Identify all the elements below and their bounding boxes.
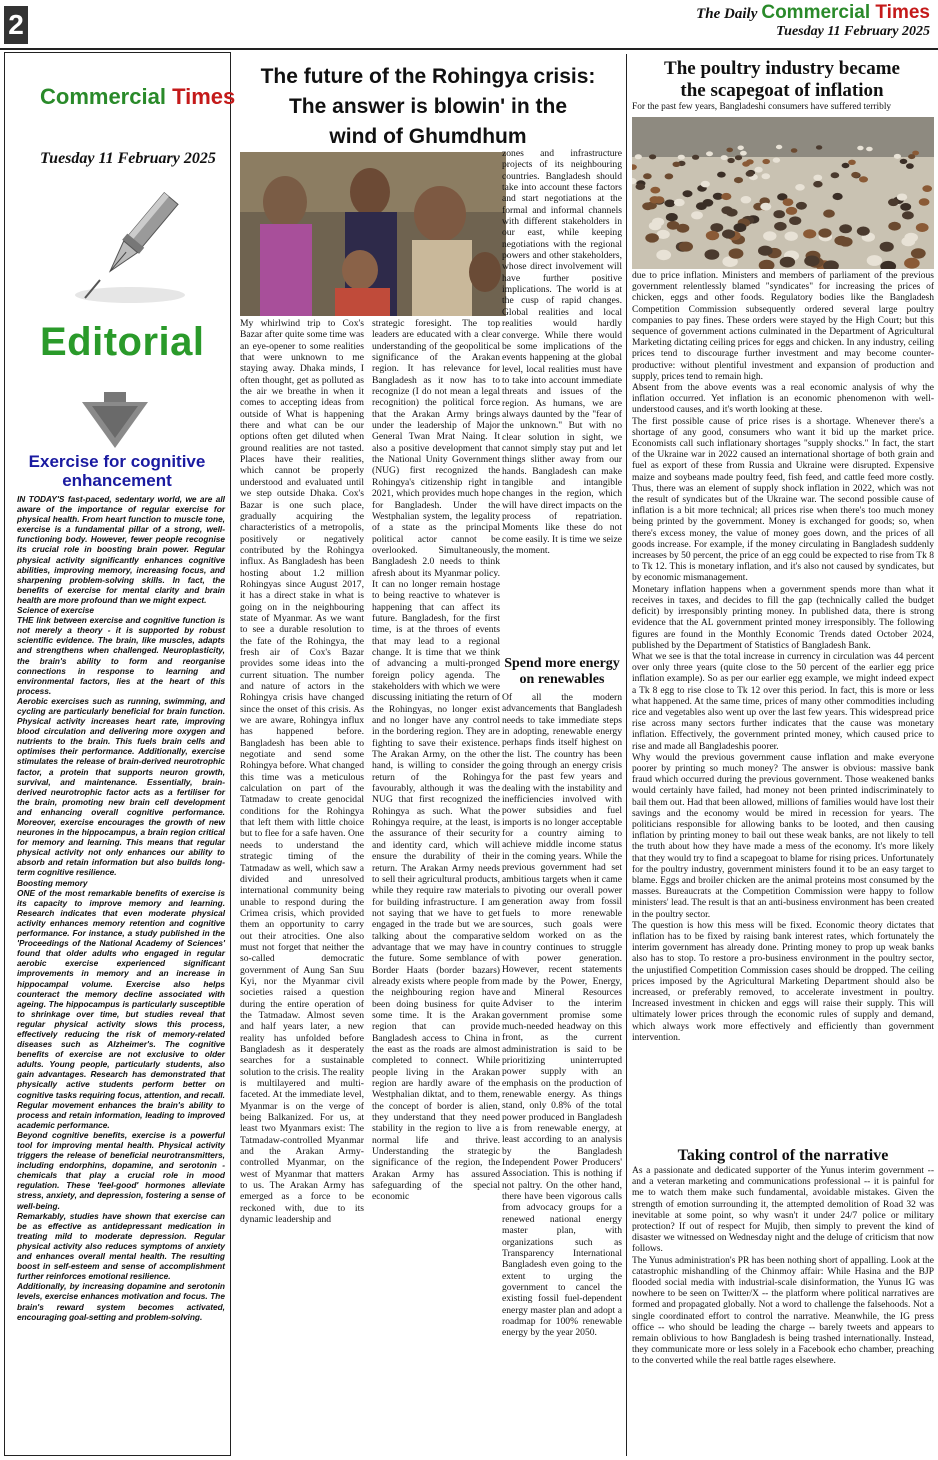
article-text: The question is how this mess will be fixed. Economic theory dictates that inflation has to be fixed by raising bank interest rates, which fortunately the interim government has already done. Printing money to prop up weak banks also has to stop. To restore a pro-business environment in the poultry sector, the unjustified Competition Commission cases should be dropped. The ceiling prices imposed by the Agricultural Marketing Department should also be increased, or preferably removed, to accelerate investment in poultry. Increased investment in chicken and eggs will raise their supply. This will ultimately lower prices through the economic rules of supply and demand, which always work more effectively and efficiently than government intervention. bbox=[632, 920, 934, 1043]
chicken-shape bbox=[741, 196, 752, 203]
chicken-shape bbox=[776, 145, 782, 149]
chicken-shape bbox=[813, 175, 822, 181]
chicken-shape bbox=[762, 173, 771, 179]
chicken-shape bbox=[857, 146, 863, 151]
rohingya-headline-line: The future of the Rohingya crisis: bbox=[260, 65, 596, 88]
article-text: strategic foresight. The top leaders are educated with a clear understanding of the geopolitical significance of the Arakan region. It has relevance for Bangladesh as it now has to recognize (I do not mean a legal recognition) the political force that the Arakan Army brings under the leadership of Major General Twan Mrat Naing. It also a positive development that the National Unity Government (NUG) first recognized the Rohingya's citizenship right in 2021, which provides much hope for Bangladesh. Under the Westphalian system, the legality of a state as the principal political actor cannot be overlooked. Simultaneously, Bangladesh 2.0 needs to think afresh about its Myanmar policy. It can no longer remain hostage to being reactive to whatever is happening that can affect its future. Bangladesh, for the first time, is at the throes of events that may lead to a regional change. It is time that we think of advancing a multi-pronged foreign policy agenda. The stakeholders with which we were discussing initiating the return of the Rohingyas, no longer exist and no longer have any control in the bordering region. They are fighting to save their existence. The Arakan Army, on the other hand, is willing to consider the return of the Rohingya favourably, although it was the NUG that first recognized the Rohingya as such. What the Rohingya require, at the least, is the assurance of their security and identity card, which will ensure the durability of their return. The Arakan Army needs to sell their agricultural products, while they require raw materials for building infrastructure. I am not saying that we have to get engaged in the trade but we are talking about the comparative advantage that we may have in the future. Some semblance of Border Haats (border bazars) already exists where people from the neighbouring region have been doing business for quite some time. It is the Arakan region that can provide Bangladesh access to China in the east as the roads are almost completed to connect. While people living in the Arakan region are hardly aware of the Westphalian diktat, and to them, the concept of border is alien, they understand that they need stability in the region to live a normal life and thrive. Understanding the strategic significance of the region, the Arakan Army has assured safeguarding of the special economic bbox=[372, 318, 500, 1203]
chicken-shape bbox=[904, 233, 918, 242]
chicken-shape bbox=[789, 216, 801, 225]
chicken-shape bbox=[652, 218, 664, 227]
poultry-headline-line: the scapegoat of inflation bbox=[680, 80, 884, 101]
page-number: 2 bbox=[4, 6, 28, 44]
rohingya-column-2 bbox=[372, 318, 500, 1203]
chicken-shape bbox=[919, 198, 930, 205]
chicken-shape bbox=[673, 162, 681, 167]
chicken-shape bbox=[656, 250, 671, 260]
chicken-shape bbox=[717, 172, 726, 178]
chicken-shape bbox=[674, 199, 685, 207]
editorial-paragraph: Remarkably, studies have shown that exercise can be as effective as antidepressant medication in treating mild to moderate depression. Regular physical activity also reduces symptoms of anxiety and enhances overall mental health. The resulting boost in self-esteem and sense of accomplishment further reinforces emotional resilience. bbox=[17, 1210, 225, 1282]
chicken-shape bbox=[880, 242, 894, 252]
article-text: The first possible cause of price rises is a shortage. Whenever there's a shortage of any good, consumers who want it bid up the market price. Economists call such inflationary shortages "supply shocks." In fact, the start of the Ukraine war in 2022 caused an international shortage of both grain and fuel as export of these from Russia and Ukraine were disrupted. Expensive maize and soybeans made poultry feed, fish feed, and cattle feed more costly. Thus, there was an element of supply shock inflation in 2022, which was not the result of syndicates but of the Ukraine war. The second possible cause of inflation is a bit more technical; all prices rise when there's too much money being printed by the government. Money is exchanged for goods; so, when there's excess money, the value of money goes down, and the prices of all goods increase. For example, if the money circulating in Bangladesh suddenly increases by 50 percent, the price of an egg could be expected to rise from Tk 8 to Tk 12. This is monetary inflation, and it's also not caused by syndicates, but by economic mismanagement. bbox=[632, 416, 934, 584]
editorial-subhead: Boosting memory bbox=[17, 877, 88, 888]
masthead-the-daily: The Daily bbox=[696, 6, 758, 22]
article-text: Absent from the above events was a real economic analysis of why the inflation occurred. Yet inflation is an economic phenomenon with well-understood causes, and it's worth looking at these. bbox=[632, 383, 934, 416]
chicken-shape bbox=[721, 193, 731, 200]
chicken-shape bbox=[734, 223, 747, 232]
chicken-shape bbox=[894, 154, 901, 159]
chicken-shape bbox=[666, 213, 678, 221]
chicken-shape bbox=[727, 158, 734, 163]
chicken-shape bbox=[710, 223, 723, 232]
article-text: My whirlwind trip to Cox's Bazar after quite some time was an eye-opener to some realities that were unknown to me staying away. Dhaka minds, I often thought, get as polluted as the air we breathe in when it comes to accepting ideas from outside of What is happening there and what can be our options often get diluted when ground realities are not tasted. Places have their realities, which cannot be properly understood and evaluated until we step outside Dhaka. Cox's Bazar is one such place, gradually acquiring the characteristics of a metropolis, positively or negatively contributed by the Rohingya influx. As Bangladesh has been hosting about 1.2 million Rohingyas since August 2017, it has a direct stake in what is going on in the neighbouring state of Myanmar. As we want to see a durable resolution to the fate of the Rohingya, the fresh air of Cox's Bazar provides some ideas into the current situation. The number and nature of actors in the Rohingya crisis have changed since the onset of this crisis. As we are aware, Rohingya influx has happened before. Bangladesh has been able to negotiate and send some Rohingya before. What changed this time was a meticulous calculation on part of the Tatmadaw to create genocidal conditions for the Rohingya that left them with little choice but to flee for a safe haven. One needs to understand the strategic timing of the Tatmadaw as well, which saw a divided and unresolved international community being unable to respond during the Crimea crisis, which provided them an opportunity to carry out their atrocities. One also must not forget that neither the so-called democratic government of Aung San Suu Kyi, nor the Myanmar civil societies raised a question during the entire operation of the Tatmadaw. Almost seven and half years later, a new reality has unfolded before Bangladesh as it desperately searches for a sustainable solution to the crisis. The reality is multilayered and multi-faceted. At the immediate level, Myanmar is on the verge of being Balkanized. For us, at least two Myanmars exist: The Tatmadaw-controlled Myanmar and the Arakan Army-controlled Myanmar, on the west of Myanmar that matters to us. The Arakan Army has emerged as a force to be reckoned with, due to its dynamic leadership and bbox=[240, 318, 364, 1226]
chicken-shape bbox=[795, 184, 805, 191]
chicken-shape bbox=[786, 207, 797, 215]
poultry-body bbox=[632, 271, 934, 1044]
chicken-shape bbox=[908, 154, 915, 159]
article-text: What we see is that the total increase in currency in circulation was 44 percent over only three years (quite close to the 50 percent of the earlier egg price inflation example). So as per our earlier egg example, we might indeed expect a Tk 8 egg to rise close to Tk 12 over this period. In fact, this is more or less what happened. At the same time, prices of many other commodities including rice and vegetables also went up over the last few years. This widespread price rise across many sectors further indicates that the cause was monetary inflation. Effectively, the government printed money, which caused price to rise and made all Bangladeshis poorer. bbox=[632, 651, 934, 752]
chicken-shape bbox=[703, 199, 714, 207]
chicken-shape bbox=[665, 173, 674, 179]
editorial-paragraph: IN TODAY'S fast-paced, sedentary world, we are all aware of the importance of regular exercise for physical health. From heart function to muscle tone, exercise is a fundamental pillar of a strong, well-functioning body. However, fewer people recognise its crucial role in boosting brain power. Regular physical activity significantly enhances cognitive abilities, improving memory, increasing focus, and sharpening problem-solving skills. In fact, the benefits of exercise for mental clarity and brain health are more profound than we might expect. bbox=[17, 494, 225, 605]
chicken-shape bbox=[839, 224, 852, 233]
chicken-shape bbox=[706, 151, 713, 156]
chicken-shape bbox=[758, 246, 773, 256]
chicken-shape bbox=[823, 210, 835, 218]
chicken-shape bbox=[650, 187, 660, 194]
chicken-shape bbox=[763, 231, 776, 240]
article-text: Of all the modern advancements that Bangladesh needs to take immediate steps in adopting, renewable energy perhaps finds itself highest on the list. The country has been going through an energy crisis for the past few years and dealing with the instability and inefficiencies involved with power subsidies and fuel imports is no longer acceptable for a country aiming to achieve middle income status in the coming years. While the previous government had set ambitious targets when it came to pivoting our overall power generation away from fossil fuels to more renewable sources, such goals were seldom worked on as the country continues to struggle with power generation. However, recent statements made by the Power, Energy, and Mineral Resources Adviser to the interim government promise some much-needed headway on this front, as the current administration is said to be prioritizing uninterrupted power supply with an emphasis on the production of renewable energy. As things stand, only 0.8% of the total power produced in Bangladesh is from renewable energy, at least according to an analysis by the Bangladesh Independent Power Producers' Association. This is nothing if not paltry. On the other hand, there have been vigorous calls from advocacy groups for a renewed national energy master plan, with organizations such as Transparency International Bangladesh even going to the extent to urging the government to cancel the existing fossil fuel-dependent energy master plan and adopt a roadmap for 100% renewable energy by the year 2050. bbox=[502, 692, 622, 1339]
chicken-shape bbox=[774, 222, 787, 231]
energy-headline-line: Spend more energy bbox=[504, 656, 620, 671]
chicken-shape bbox=[742, 161, 750, 166]
chicken-shape bbox=[649, 154, 656, 159]
chicken-shape bbox=[851, 172, 860, 178]
pen-icon bbox=[70, 180, 200, 310]
chicken-shape bbox=[859, 176, 868, 182]
editorial-paragraph: ONE of the most remarkable benefits of exercise is its capacity to improve memory and learning. Research indicates that even moderate physical activity enhances memory retention and cognitive performance. For instance, a study published in the 'Proceedings of the National Academy of Sciences' found that older adults who engaged in regular aerobic exercise experienced significant improvements in memory and an increase in hippocampal volume. Exercise also helps counteract the memory decline associated with ageing. The hippocampus is particularly susceptible to shrinkage over time, but studies reveal that regular physical activity slows this process, effectively reducing the risk of memory-related diseases such as Alzheimer's. The cognitive benefits of exercise are not exclusive to older adults. Young people, particularly students, also gain advantages. Research has demonstrated that physically active students perform better on cognitive tasks requiring focus, attention, and recall. Regular movement enhances the brain's ability to process and retain information, leading to improved academic performance. bbox=[17, 887, 225, 1130]
chicken-shape bbox=[842, 163, 850, 168]
chicken-shape bbox=[679, 242, 693, 252]
chicken-shape bbox=[706, 231, 719, 240]
chicken-shape bbox=[643, 173, 652, 179]
chicken-shape bbox=[734, 177, 743, 183]
article-text: Monetary inflation happens when a government spends more than what it receives in taxes, and decides to fill the gap (technically called the budget deficit) by irresponsibly printing money. In published data, there is strong evidence that the AL government printed money irresponsibly. The following figures are found in the Monthly Economic Trends dated October 2024, published by the Department of Statistics of Bangladesh Bank. bbox=[632, 584, 934, 651]
chicken-shape bbox=[701, 181, 710, 188]
chicken-shape bbox=[867, 255, 882, 266]
rohingya-headline bbox=[238, 62, 618, 152]
chicken-shape bbox=[906, 163, 914, 169]
chicken-shape bbox=[635, 154, 642, 159]
chicken-shape bbox=[692, 155, 699, 160]
rohingya-column-1 bbox=[240, 318, 364, 1226]
chicken-shape bbox=[904, 258, 920, 269]
article-text: zones and infrastructure projects of its neighbouring countries. Bangladesh should take into account these factors and start negotiations at the formal and informal channels with different stakeholders in our east, while keeping negotiations with the regional powers and other stakeholders, whose direct involvement will have further positive implications. The world is at the cusp of rapid changes. Global realities and local realities would hardly converge. While there would be some implications of the events happening at the global level, local realities must have to take into account immediate threats and issues of the region. As humans, we are always daunted by the "fear of the unknown." But with no clear solution in sight, we cannot simply stay put and let things slither away from our hands. Bangladesh can make tangible and intangible changes in the region, which will have direct impacts on the process of repatriation. Moments like these do not come easily. It is time we seize the moment. bbox=[502, 148, 622, 557]
editorial-label: Editorial bbox=[40, 320, 205, 364]
chicken-shape bbox=[888, 199, 899, 207]
chicken-shape bbox=[897, 194, 907, 201]
chicken-shape bbox=[813, 181, 822, 188]
chicken-shape bbox=[783, 198, 794, 206]
editorial-subhead: Science of exercise bbox=[17, 605, 95, 616]
chicken-shape bbox=[834, 236, 848, 246]
chicken-shape bbox=[773, 158, 780, 163]
chicken-shape bbox=[691, 211, 703, 219]
chicken-shape bbox=[729, 248, 744, 258]
energy-headline bbox=[502, 656, 622, 688]
sidebar-logo-second: Times bbox=[172, 84, 236, 109]
chicken-shape bbox=[791, 148, 798, 153]
chicken-shape bbox=[677, 224, 690, 233]
article-text: The Yunus administration's PR has been nothing short of appalling. Look at the catastrophic mishandling of the Chinmoy affair: While Hasina and the BJP flooded social media with industrial-scale disinformation, the Yunus IG was nowhere to be seen on Twitter/X -- the platform where political narratives are formed and propagated globally. Not a word to challenge the falsehoods. Not a single coordinated effort to control the narrative. Meanwhile, the IG press office -- who should be leading the charge -- barely tweets and appears to remain oblivious to how Bangladesh is being trashed internationally. Instead, they communicate more or less solely in a Facebook echo chamber, preaching to the converted while the real battle rages elsewhere. bbox=[632, 1255, 934, 1367]
column-divider bbox=[626, 54, 627, 1456]
narrative-headline: Taking control of the narrative bbox=[677, 1147, 889, 1164]
chicken-shape bbox=[803, 229, 816, 238]
energy-headline-line: on renewables bbox=[519, 672, 605, 687]
chicken-shape bbox=[816, 145, 822, 149]
masthead-name-second: Times bbox=[875, 2, 930, 23]
chicken-shape bbox=[683, 190, 693, 197]
editorial-headline: Exercise for cognitive enhancement bbox=[28, 452, 206, 490]
chicken-shape bbox=[900, 203, 911, 211]
rohingya-headline-line: The answer is blowin' in the bbox=[288, 95, 568, 118]
chicken-shape bbox=[902, 211, 914, 219]
editorial-paragraph: Beyond cognitive benefits, exercise is a powerful tool for improving mental health. Physical activity triggers the release of beneficial neurotransmitters, including endorphins, dopamine, and serotonin - chemicals that play a crucial role in mood regulation. These 'feel-good' hormones alleviate stress, anxiety, and depression, fostering a sense of well-being. bbox=[17, 1129, 225, 1211]
chicken-shape bbox=[755, 167, 763, 173]
poultry-intro: For the past few years, Bangladeshi consumers have suffered terribly bbox=[632, 102, 892, 112]
chicken-shape bbox=[740, 151, 747, 156]
chicken-shape bbox=[738, 146, 744, 151]
poultry-headline bbox=[632, 58, 932, 102]
chicken-shape bbox=[726, 148, 733, 153]
chicken-shape bbox=[773, 210, 785, 218]
chicken-shape bbox=[650, 196, 661, 203]
chicken-shape bbox=[636, 183, 646, 190]
chicken-shape bbox=[746, 171, 754, 177]
chicken-shape bbox=[780, 257, 795, 268]
chicken-shape bbox=[900, 159, 908, 164]
chicken-shape bbox=[796, 202, 807, 210]
chicken-shape bbox=[916, 223, 929, 232]
sidebar-date: Tuesday 11 February 2025 bbox=[40, 150, 216, 167]
energy-body bbox=[502, 692, 622, 1339]
rohingya-column-3 bbox=[502, 148, 622, 556]
chicken-shape bbox=[888, 222, 901, 231]
chicken-shape bbox=[922, 185, 932, 192]
chicken-shape bbox=[762, 159, 770, 164]
masthead bbox=[696, 2, 930, 40]
chicken-shape bbox=[705, 249, 720, 259]
chicken-shape bbox=[678, 155, 685, 160]
chicken-shape bbox=[857, 227, 870, 236]
chicken-shape bbox=[721, 206, 732, 214]
chicken-shape bbox=[785, 232, 798, 241]
editorial-paragraph: THE link between exercise and cognitive function is not merely a theory - it is supported by robust scientific evidence. The brain, like muscles, adapts and strengthens when challenged. Neuroplasticity, the brain's ability to form and reorganise connections in response to learning and environmental factors, lies at the heart of this process. bbox=[17, 615, 225, 696]
chicken-shape bbox=[735, 155, 742, 160]
down-arrow-icon bbox=[80, 392, 150, 450]
article-text: As a passionate and dedicated supporter of the Yunus interim government -- and a veteran marketing and communications professional -- it is painful for me to watch them make such fundamental, avoidable mistakes. Given the strength of emotion surrounding it, the attempted demolition of Road 32 was inevitable at some point, so why wasn't it under 24/7 police or military protection? If out of respect for Mujib, then simply to prevent the kind of disaster we witnessed on Wednesday night and the deluge of criticism that now follows. bbox=[632, 1166, 934, 1255]
rohingya-headline-line: wind of Ghumdhum bbox=[329, 125, 527, 148]
sidebar-logo-first: Commercial bbox=[40, 84, 166, 109]
chicken-shape bbox=[664, 200, 675, 208]
chicken-shape bbox=[848, 160, 856, 165]
chicken-shape bbox=[818, 228, 831, 237]
article-text: due to price inflation. Ministers and members of parliament of the previous government relentlessly blamed "syndicates" for increasing the prices of chicken, eggs and other foods. Regulatory bodies like the Bangladesh Competition Commission subsequently ordered several large poultry companies to pay fines. These orders were stayed by the High Court; but this sequence of government actions culminated in the Department of Agricultural Marketing dictating ceiling prices for eggs and chicken. In any industry, ceiling prices tend to discourage further investment and may become counter-productive: without plentiful investment and expansion of production and supply, prices tend to remain high. bbox=[632, 271, 934, 382]
chicken-shape bbox=[722, 229, 735, 238]
masthead-date: Tuesday 11 February 2025 bbox=[776, 24, 930, 39]
chicken-shape bbox=[911, 248, 926, 258]
editorial-paragraph: Additionally, by increasing dopamine and serotonin levels, exercise enhances motivation and focus. The brain's reward system becomes activated, encouraging goal-setting and problem-solving. bbox=[17, 1281, 225, 1322]
chicken-shape bbox=[760, 203, 771, 211]
masthead-name-first: Commercial bbox=[761, 2, 871, 23]
chicken-shape bbox=[831, 172, 840, 178]
chicken-shape bbox=[721, 155, 728, 160]
narrative-body bbox=[632, 1166, 934, 1368]
chicken-shape bbox=[645, 233, 659, 242]
editorial-paragraph: Aerobic exercises such as running, swimming, and cycling are particularly beneficial for brain function. Physical activity increases heart rate, improving blood circulation and delivering more oxygen and nutrients to the brain. This fuels brain cells and optimises their performance. Additionally, exercise stimulates the release of brain-derived neurotrophic factor, a protein that supports neuron growth, survival, and maintenance. Essentially, brain-derived neurotrophic factor acts as a fertiliser for the brain, promoting new brain cell development and enhancing overall cognitive performance. Moreover, exercise encourages the growth of new neurones in the hippocampus, a brain region critical for memory and learning. This means that regular physical activity not only enhances our ability to absorb and retain information but also builds long-term cognitive resilience. bbox=[17, 695, 225, 878]
chicken-shape bbox=[866, 147, 873, 152]
sidebar-logo bbox=[40, 84, 235, 110]
chicken-shape bbox=[833, 193, 843, 200]
poultry-headline-line: The poultry industry became bbox=[664, 58, 900, 79]
poultry-photo bbox=[632, 117, 934, 269]
editorial-body bbox=[17, 494, 225, 1322]
chicken-shape bbox=[804, 256, 819, 267]
header-rule bbox=[0, 48, 938, 50]
article-text: Why would the previous government cause inflation and make everyone poorer by printing so much money? The answer is obvious: massive bank fraud which occurred during the previous government. Those weakened banks would certainly have failed, had money not been printed indiscriminately to bail them out. Had that been allowed, millions of families would have lost their savings and the economy would be mired in recession for years. The politicians responsible for allowing banks to be looted, and then causing inflation by printing money to bail out these weak banks, are not likely to tell the truth about how they have made a mess of the economy. It's more likely that they would try to find a scapegoat to blame for rising prices. Unfortunately for the poultry industry, government ministers found it to be an easy target to blame. Eggs and broiler chicken are the animal proteins most consumed by the masses. Bureaucrats at the Competition Commission were happy to follow ministers' lead. The result is that an anti-business environment has been created in the poultry sector. bbox=[632, 752, 934, 920]
rohingya-photo bbox=[240, 152, 506, 316]
